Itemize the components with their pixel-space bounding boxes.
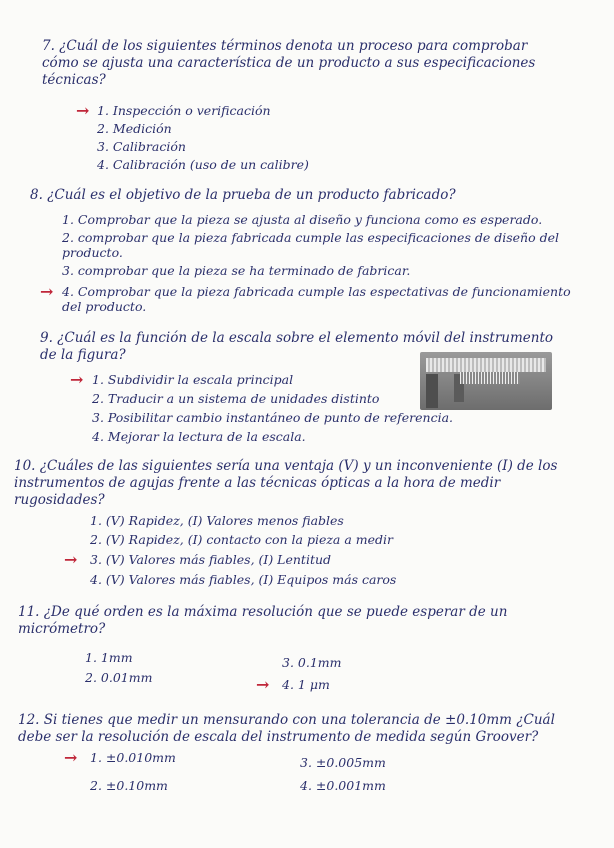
question-7 <box>42 38 602 89</box>
question-10-title: 10. ¿Cuáles de las siguientes sería una ventaja (V) y un inconveniente (I) de los instrumentos de agujas frente a las técnicas ópticas a la hora de medir rugosidades? <box>14 458 558 508</box>
question-11-title: 11. ¿De qué orden es la máxima resolución que se puede esperar de un micrómetro? <box>18 604 508 637</box>
q8-option-2: 2. comprobar que la pieza fabricada cumple las especificaciones de diseño del producto. <box>62 230 559 260</box>
question-11 <box>18 604 598 638</box>
question-7-title: 7. ¿Cuál de los siguientes términos denota un proceso para comprobar cómo se ajusta una característica de un producto a sus especificaciones técnicas? <box>42 38 536 88</box>
answer-arrow-icon: → <box>256 675 270 694</box>
q9-option-2: 2. Traducir a un sistema de unidades distinto <box>92 391 380 406</box>
q8-option-1: 1. Comprobar que la pieza se ajusta al diseño y funciona como es esperado. <box>62 212 543 227</box>
q7-option-1: 1. Inspección o verificación <box>97 103 271 118</box>
q10-option-1: 1. (V) Rapidez, (I) Valores menos fiables <box>90 513 344 528</box>
q8-option-4: 4. Comprobar que la pieza fabricada cumple las espectativas de funcionamiento del producto. <box>62 284 571 314</box>
answer-arrow-icon: → <box>70 370 84 389</box>
answer-arrow-icon: → <box>64 748 78 767</box>
q9-option-3: 3. Posibilitar cambio instantáneo de punto de referencia. <box>92 410 453 425</box>
q11-option-2: 2. 0.01mm <box>85 670 153 685</box>
q11-option-3: 3. 0.1mm <box>282 655 342 670</box>
answer-arrow-icon: → <box>64 550 78 569</box>
question-9-title: 9. ¿Cuál es la función de la escala sobre el elemento móvil del instrumento de la figura? <box>40 330 554 363</box>
caliper-figure <box>420 352 552 410</box>
question-8 <box>30 187 600 204</box>
q7-option-3: 3. Calibración <box>97 139 186 154</box>
question-12-title: 12. Si tienes que medir un mensurando con una tolerancia de ±0.10mm ¿Cuál debe ser la resolución de escala del instrumento de medida según Groover? <box>18 712 555 745</box>
question-10 <box>14 458 604 509</box>
question-12 <box>18 712 608 746</box>
q9-option-1: 1. Subdividir la escala principal <box>92 372 294 387</box>
q7-option-4: 4. Calibración (uso de un calibre) <box>97 157 309 172</box>
q11-option-1: 1. 1mm <box>85 650 133 665</box>
q10-option-2: 2. (V) Rapidez, (I) contacto con la pieza a medir <box>90 532 394 547</box>
q8-option-3: 3. comprobar que la pieza se ha terminado de fabricar. <box>62 263 411 278</box>
q10-option-3: 3. (V) Valores más fiables, (I) Lentitud <box>90 552 332 567</box>
answer-arrow-icon: → <box>76 101 90 120</box>
q11-option-4: 4. 1 μm <box>282 677 330 692</box>
q12-option-4: 4. ±0.001mm <box>300 778 386 793</box>
q12-option-2: 2. ±0.10mm <box>90 778 168 793</box>
q9-option-4: 4. Mejorar la lectura de la escala. <box>92 429 306 444</box>
q12-option-3: 3. ±0.005mm <box>300 755 386 770</box>
q7-option-2: 2. Medición <box>97 121 172 136</box>
q10-option-4: 4. (V) Valores más fiables, (I) Equipos más caros <box>90 572 397 587</box>
q12-option-1: 1. ±0.010mm <box>90 750 176 765</box>
question-8-title: 8. ¿Cuál es el objetivo de la prueba de un producto fabricado? <box>30 187 456 203</box>
answer-arrow-icon: → <box>40 282 54 301</box>
